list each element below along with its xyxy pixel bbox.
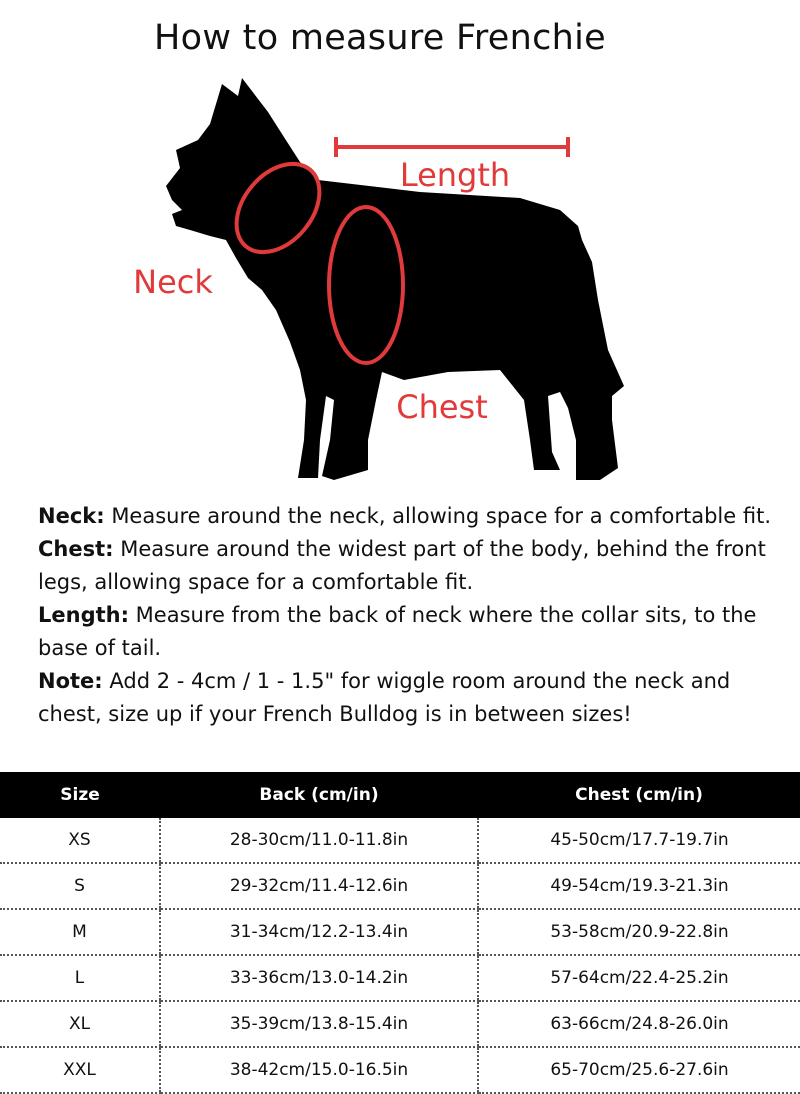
table-row xyxy=(0,863,800,909)
header-size: Size xyxy=(0,772,160,818)
dog-measurement-diagram xyxy=(0,70,800,490)
back-cell: 35-39cm/13.8-15.4in xyxy=(160,1001,478,1047)
page-title: How to measure Frenchie xyxy=(153,18,607,58)
instruction-term: Length: xyxy=(38,603,129,627)
size-cell: XXL xyxy=(0,1047,160,1093)
back-cell: 38-42cm/15.0-16.5in xyxy=(160,1047,478,1093)
instruction-term: Chest: xyxy=(38,537,114,561)
chest-cell: 49-54cm/19.3-21.3in xyxy=(478,863,800,909)
size-cell: L xyxy=(0,955,160,1001)
table-header-row xyxy=(0,772,800,818)
instruction-text: Measure around the neck, allowing space for a comfortable fit. xyxy=(104,504,771,528)
back-cell: 31-34cm/12.2-13.4in xyxy=(160,909,478,955)
neck-label: Neck xyxy=(133,263,213,301)
instruction-term: Neck: xyxy=(38,504,105,528)
chest-cell: 45-50cm/17.7-19.7in xyxy=(478,818,800,863)
instruction-term: Note: xyxy=(38,669,103,693)
instruction-text: Measure from the back of neck where the collar sits, to the base of tail. xyxy=(38,603,757,660)
chest-cell: 63-66cm/24.8-26.0in xyxy=(478,1001,800,1047)
size-chart-table xyxy=(0,772,800,1094)
table-row xyxy=(0,818,800,863)
chest-cell: 53-58cm/20.9-22.8in xyxy=(478,909,800,955)
size-cell: S xyxy=(0,863,160,909)
instruction-text: Measure around the widest part of the body, behind the front legs, allowing space for a comfortable fit. xyxy=(38,537,766,594)
instruction-note xyxy=(38,665,778,731)
back-cell: 29-32cm/11.4-12.6in xyxy=(160,863,478,909)
table-row xyxy=(0,909,800,955)
chest-label: Chest xyxy=(396,388,488,426)
size-cell: M xyxy=(0,909,160,955)
length-label: Length xyxy=(399,156,511,194)
table-row xyxy=(0,1001,800,1047)
size-cell: XS xyxy=(0,818,160,863)
instruction-text: Add 2 - 4cm / 1 - 1.5" for wiggle room around the neck and chest, size up if your French Bulldog is in between sizes! xyxy=(38,669,731,726)
measurement-instructions xyxy=(38,500,778,731)
back-cell: 28-30cm/11.0-11.8in xyxy=(160,818,478,863)
size-cell: XL xyxy=(0,1001,160,1047)
chest-cell: 57-64cm/22.4-25.2in xyxy=(478,955,800,1001)
instruction-length xyxy=(38,599,778,665)
header-chest: Chest (cm/in) xyxy=(478,772,800,818)
back-cell: 33-36cm/13.0-14.2in xyxy=(160,955,478,1001)
instruction-chest xyxy=(38,533,778,599)
chest-cell: 65-70cm/25.6-27.6in xyxy=(478,1047,800,1093)
table-row xyxy=(0,955,800,1001)
dog-silhouette xyxy=(166,78,624,480)
header-back: Back (cm/in) xyxy=(160,772,478,818)
table-row xyxy=(0,1047,800,1093)
instruction-neck xyxy=(38,500,778,533)
